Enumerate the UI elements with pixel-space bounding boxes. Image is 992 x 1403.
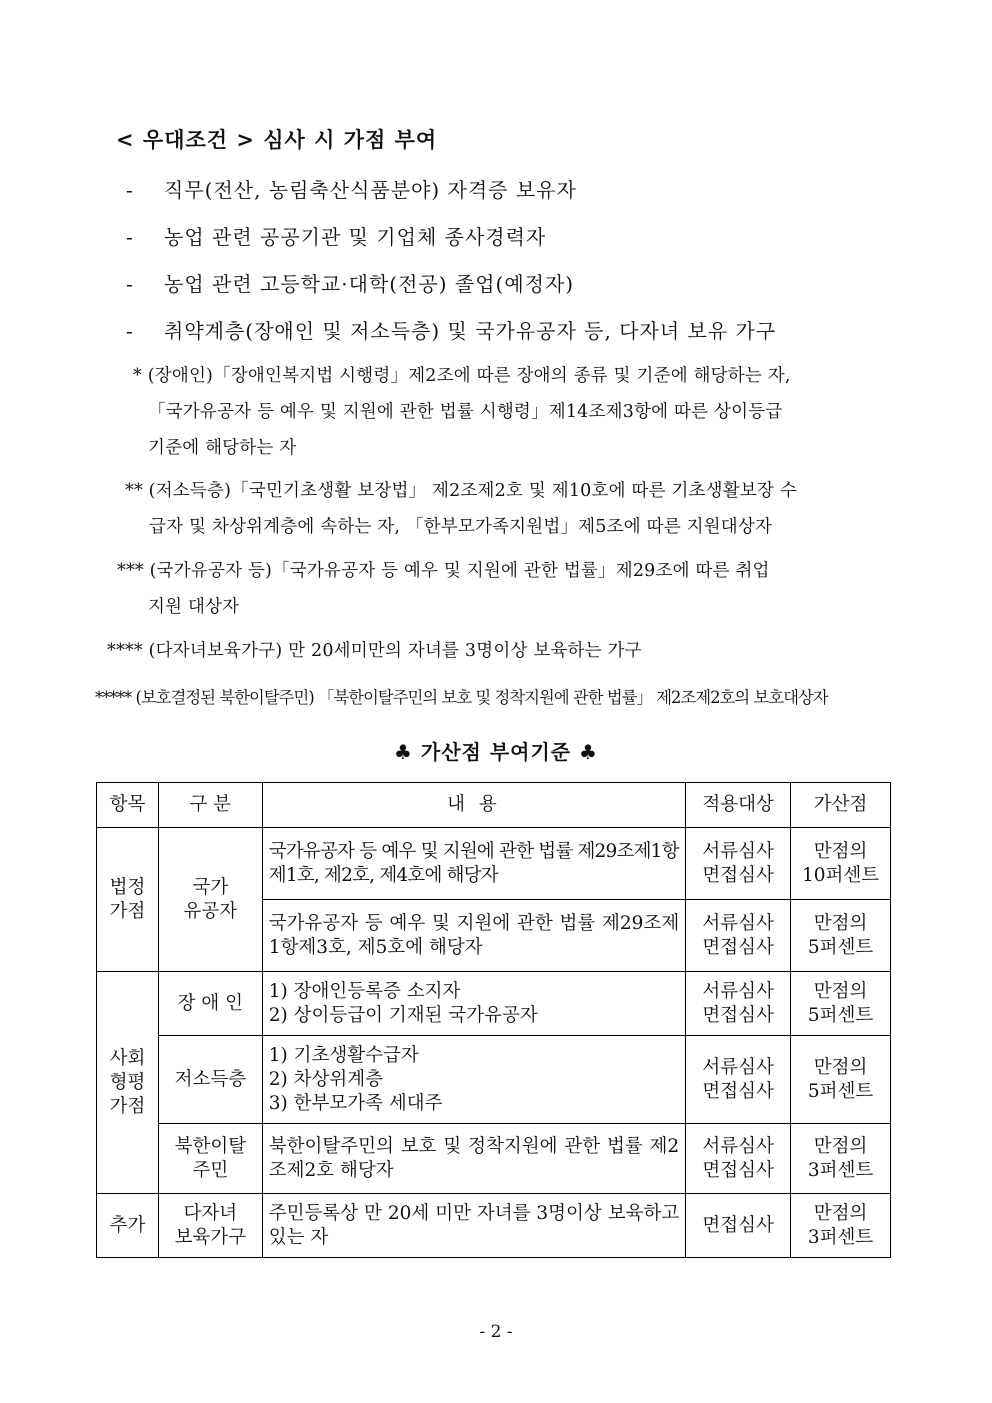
group-cell: 사회 형평 가점 (97, 972, 159, 1194)
content-cell: 국가유공자 등 예우 및 지원에 관한 법률 제29조제1항제1호, 제2호, 제4호에 해당자 (262, 828, 685, 900)
content-cell: 1) 장애인등록증 소지자 2) 상이등급이 기재된 국가유공자 (262, 972, 685, 1036)
footnote-disabled: * (장애인)「장애인복지법 시행령」제2조에 따른 장애의 종류 및 기준에 해당하는 자, 「국가유공자 등 예우 및 지원에 관한 법률 시행령」제14조제3항에 따른 상이등급 기준에 해당하는 자 (133, 366, 791, 458)
content-cell: 1) 기초생활수급자 2) 차상위계층 3) 한부모가족 세대주 (262, 1036, 685, 1124)
content-cell: 주민등록상 만 20세 미만 자녀를 3명이상 보육하고 있는 자 (262, 1194, 685, 1258)
header-cell: 항목 (97, 783, 159, 828)
table-row (97, 972, 891, 1036)
footnote-defector: ***** (보호결정된 북한이탈주민) 「북한이탈주민의 보호 및 정착지원에 관한 법률」 제2조제2호의 보호대상자 (95, 688, 828, 707)
bullet-item: - 농업 관련 고등학교·대학(전공) 졸업(예정자) (126, 272, 575, 296)
footnote-marker: *** (117, 561, 144, 581)
group-cell: 추가 (97, 1194, 159, 1258)
category-cell: 북한이탈 주민 (158, 1124, 262, 1194)
points-cell: 만점의 10퍼센트 (791, 828, 891, 900)
table-row (97, 1124, 891, 1194)
table-row (97, 1194, 891, 1258)
points-cell: 만점의 3퍼센트 (791, 1124, 891, 1194)
bullet-item: - 직무(전산, 농림축산식품분야) 자격증 보유자 (126, 178, 577, 202)
table-header-row (97, 783, 891, 828)
points-cell: 만점의 5퍼센트 (791, 972, 891, 1036)
group-cell: 법정 가점 (97, 828, 159, 972)
footnote-marker: **** (107, 641, 143, 661)
category-cell: 저소득층 (158, 1036, 262, 1124)
category-cell: 국가 유공자 (158, 828, 262, 972)
bullet-marker: - (126, 178, 134, 202)
page-heading: < 우대조건 > 심사 시 가점 부여 (116, 127, 438, 152)
header-cell: 가산점 (791, 783, 891, 828)
header-cell: 내 용 (262, 783, 685, 828)
footnote-low-income: ** (저소득층)「국민기초생활 보장법」 제2조제2호 및 제10호에 따른 기초생활보장 수 급자 및 차상위계층에 속하는 자, 「한부모가족지원법」제5조에 따른 지원대상자 (125, 481, 797, 537)
target-cell: 면접심사 (686, 1194, 791, 1258)
table-row (97, 828, 891, 900)
section-title: ♣ 가산점 부여기준 ♣ (394, 740, 598, 764)
bullet-marker: - (126, 225, 134, 249)
category-cell: 장 애 인 (158, 972, 262, 1036)
target-cell: 서류심사 면접심사 (686, 1124, 791, 1194)
target-cell: 서류심사 면접심사 (686, 828, 791, 900)
footnote-veterans: *** (국가유공자 등)「국가유공자 등 예우 및 지원에 관한 법률」제29조에 따른 취업 지원 대상자 (117, 561, 770, 617)
page-number: - 2 - (479, 1322, 513, 1342)
category-cell: 다자녀 보육가구 (158, 1194, 262, 1258)
header-cell: 구 분 (158, 783, 262, 828)
target-cell: 서류심사 면접심사 (686, 972, 791, 1036)
points-cell: 만점의 5퍼센트 (791, 1036, 891, 1124)
footnote-multichild: **** (다자녀보육가구) 만 20세미만의 자녀를 3명이상 보육하는 가구 (107, 641, 642, 661)
table-row (97, 1036, 891, 1124)
content-cell: 국가유공자 등 예우 및 지원에 관한 법률 제29조제1항제3호, 제5호에 해당자 (262, 900, 685, 972)
bullet-item: - 취약계층(장애인 및 저소득층) 및 국가유공자 등, 다자녀 보유 가구 (126, 319, 777, 343)
bullet-item: - 농업 관련 공공기관 및 기업체 종사경력자 (126, 225, 547, 249)
bullet-marker: - (126, 319, 134, 343)
footnote-marker: * (133, 366, 142, 386)
target-cell: 서류심사 면접심사 (686, 900, 791, 972)
points-cell: 만점의 5퍼센트 (791, 900, 891, 972)
bonus-criteria-table (96, 782, 891, 1258)
content-cell: 북한이탈주민의 보호 및 정착지원에 관한 법률 제2조제2호 해당자 (262, 1124, 685, 1194)
bullet-marker: - (126, 272, 134, 296)
header-cell: 적용대상 (686, 783, 791, 828)
points-cell: 만점의 3퍼센트 (791, 1194, 891, 1258)
footnote-marker: ** (125, 481, 143, 501)
footnote-marker: ***** (95, 688, 132, 707)
target-cell: 서류심사 면접심사 (686, 1036, 791, 1124)
